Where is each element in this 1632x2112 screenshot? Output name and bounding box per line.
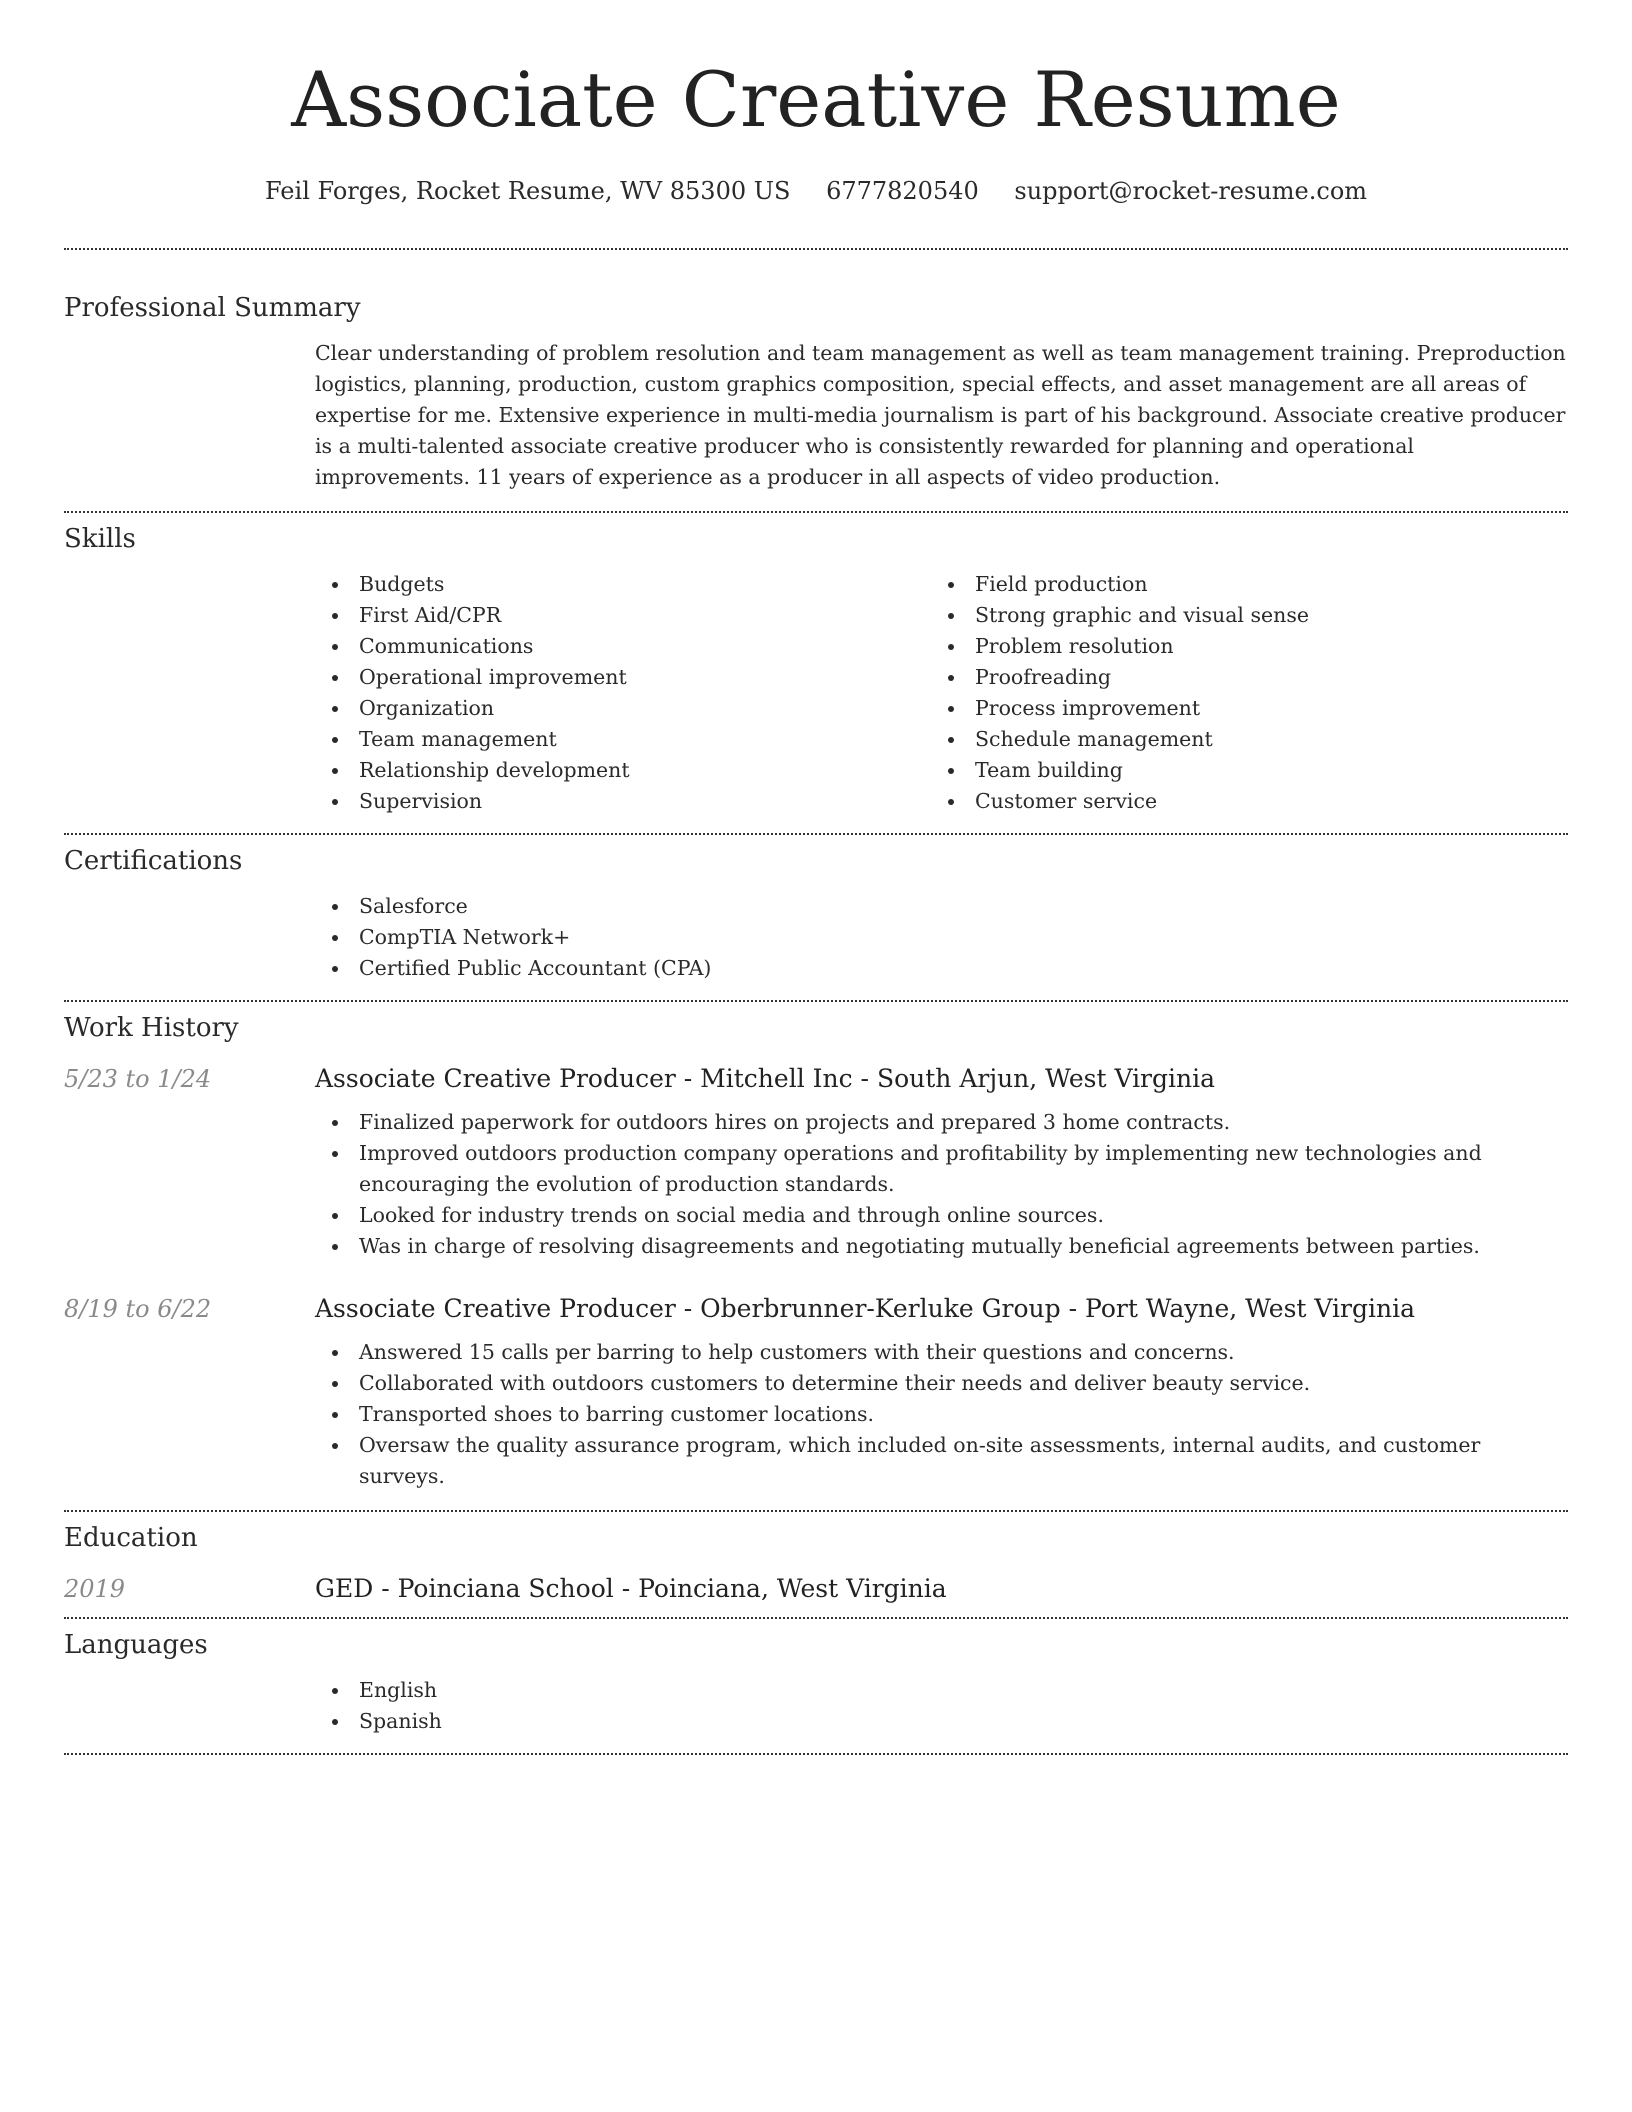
summary-section — [64, 250, 1568, 511]
skill-item: Budgets — [315, 569, 931, 600]
education-entry — [64, 1574, 1568, 1617]
skill-item: Team building — [931, 755, 1547, 786]
job-title: Associate Creative Producer - Mitchell Inc - South Arjun, West Virginia — [315, 1064, 1216, 1093]
job-bullet: Transported shoes to barring customer locations. — [315, 1399, 1568, 1430]
certification-item: Salesforce — [315, 891, 1568, 922]
skill-item: First Aid/CPR — [315, 600, 931, 631]
skills-grid — [315, 569, 1568, 833]
job-bullet: Collaborated with outdoors customers to determine their needs and deliver beauty service. — [315, 1368, 1568, 1399]
job-title: Associate Creative Producer - Oberbrunner-Kerluke Group - Port Wayne, West Virginia — [315, 1294, 1415, 1323]
job-header — [64, 1064, 1568, 1093]
resume-name: Associate Creative Resume — [291, 55, 1341, 144]
skill-item: Proofreading — [931, 662, 1547, 693]
contact-phone: 6777820540 — [826, 177, 979, 205]
languages-section — [64, 1619, 1568, 1753]
skills-list-right — [931, 569, 1547, 817]
skill-item: Organization — [315, 693, 931, 724]
skill-item: Team management — [315, 724, 931, 755]
contact-line — [64, 176, 1568, 206]
section-title-summary: Professional Summary — [64, 293, 361, 323]
education-title: GED - Poinciana School - Poinciana, West Virginia — [315, 1574, 947, 1603]
section-title-certifications: Certifications — [64, 846, 243, 876]
job-entry — [64, 1294, 1568, 1510]
resume-header — [64, 0, 1568, 206]
skill-item: Strong graphic and visual sense — [931, 600, 1547, 631]
certifications-section — [64, 835, 1568, 1000]
skill-item: Communications — [315, 631, 931, 662]
certification-item: Certified Public Accountant (CPA) — [315, 953, 1568, 984]
certifications-list — [315, 891, 1568, 1000]
section-title-languages: Languages — [64, 1630, 208, 1660]
job-bullet: Answered 15 calls per barring to help customers with their questions and concerns. — [315, 1337, 1568, 1368]
job-bullet: Was in charge of resolving disagreements and negotiating mutually beneficial agreements between parties. — [315, 1231, 1568, 1262]
job-dates: 5/23 to 1/24 — [64, 1065, 212, 1093]
skill-item: Operational improvement — [315, 662, 931, 693]
languages-list — [315, 1675, 1568, 1753]
skills-list-left — [315, 569, 931, 817]
section-title-skills: Skills — [64, 524, 136, 554]
job-dates: 8/19 to 6/22 — [64, 1295, 212, 1323]
education-section — [64, 1512, 1568, 1617]
skill-item: Supervision — [315, 786, 931, 817]
skill-item: Field production — [931, 569, 1547, 600]
summary-text: Clear understanding of problem resolution and team management as well as team management training. Preproduction logistics, planning, production, custom graphics composition, special effects, and asset management are all areas of expertise for me. Extensive experience in multi-media journalism is part of his background. Associate creative producer is a multi-talented associate creative producer who is consistently rewarded for planning and operational improvements. 11 years of experience as a producer in all aspects of video production. — [315, 341, 1566, 489]
job-header — [64, 1294, 1568, 1323]
skills-section — [64, 513, 1568, 833]
job-bullets — [315, 1107, 1568, 1262]
job-bullet: Improved outdoors production company operations and profitability by implementing new technologies and encouraging the evolution of production standards. — [315, 1138, 1568, 1200]
job-bullet: Oversaw the quality assurance program, which included on-site assessments, internal audits, and customer surveys. — [315, 1430, 1568, 1492]
job-bullets — [315, 1337, 1568, 1492]
skill-item: Problem resolution — [931, 631, 1547, 662]
skill-item: Schedule management — [931, 724, 1547, 755]
job-entry — [64, 1064, 1568, 1262]
contact-address: Feil Forges, Rocket Resume, WV 85300 US — [264, 177, 791, 205]
language-item: English — [315, 1675, 1568, 1706]
certification-item: CompTIA Network+ — [315, 922, 1568, 953]
skill-item: Process improvement — [931, 693, 1547, 724]
education-date: 2019 — [64, 1575, 126, 1603]
language-item: Spanish — [315, 1706, 1568, 1737]
skill-item: Customer service — [931, 786, 1547, 817]
section-title-work: Work History — [64, 1013, 239, 1043]
section-title-education: Education — [64, 1523, 198, 1553]
job-bullet: Looked for industry trends on social media and through online sources. — [315, 1200, 1568, 1231]
skill-item: Relationship development — [315, 755, 931, 786]
job-bullet: Finalized paperwork for outdoors hires on projects and prepared 3 home contracts. — [315, 1107, 1568, 1138]
work-history-section — [64, 1002, 1568, 1510]
contact-email: support@rocket-resume.com — [1014, 177, 1368, 205]
section-divider — [64, 1753, 1568, 1755]
